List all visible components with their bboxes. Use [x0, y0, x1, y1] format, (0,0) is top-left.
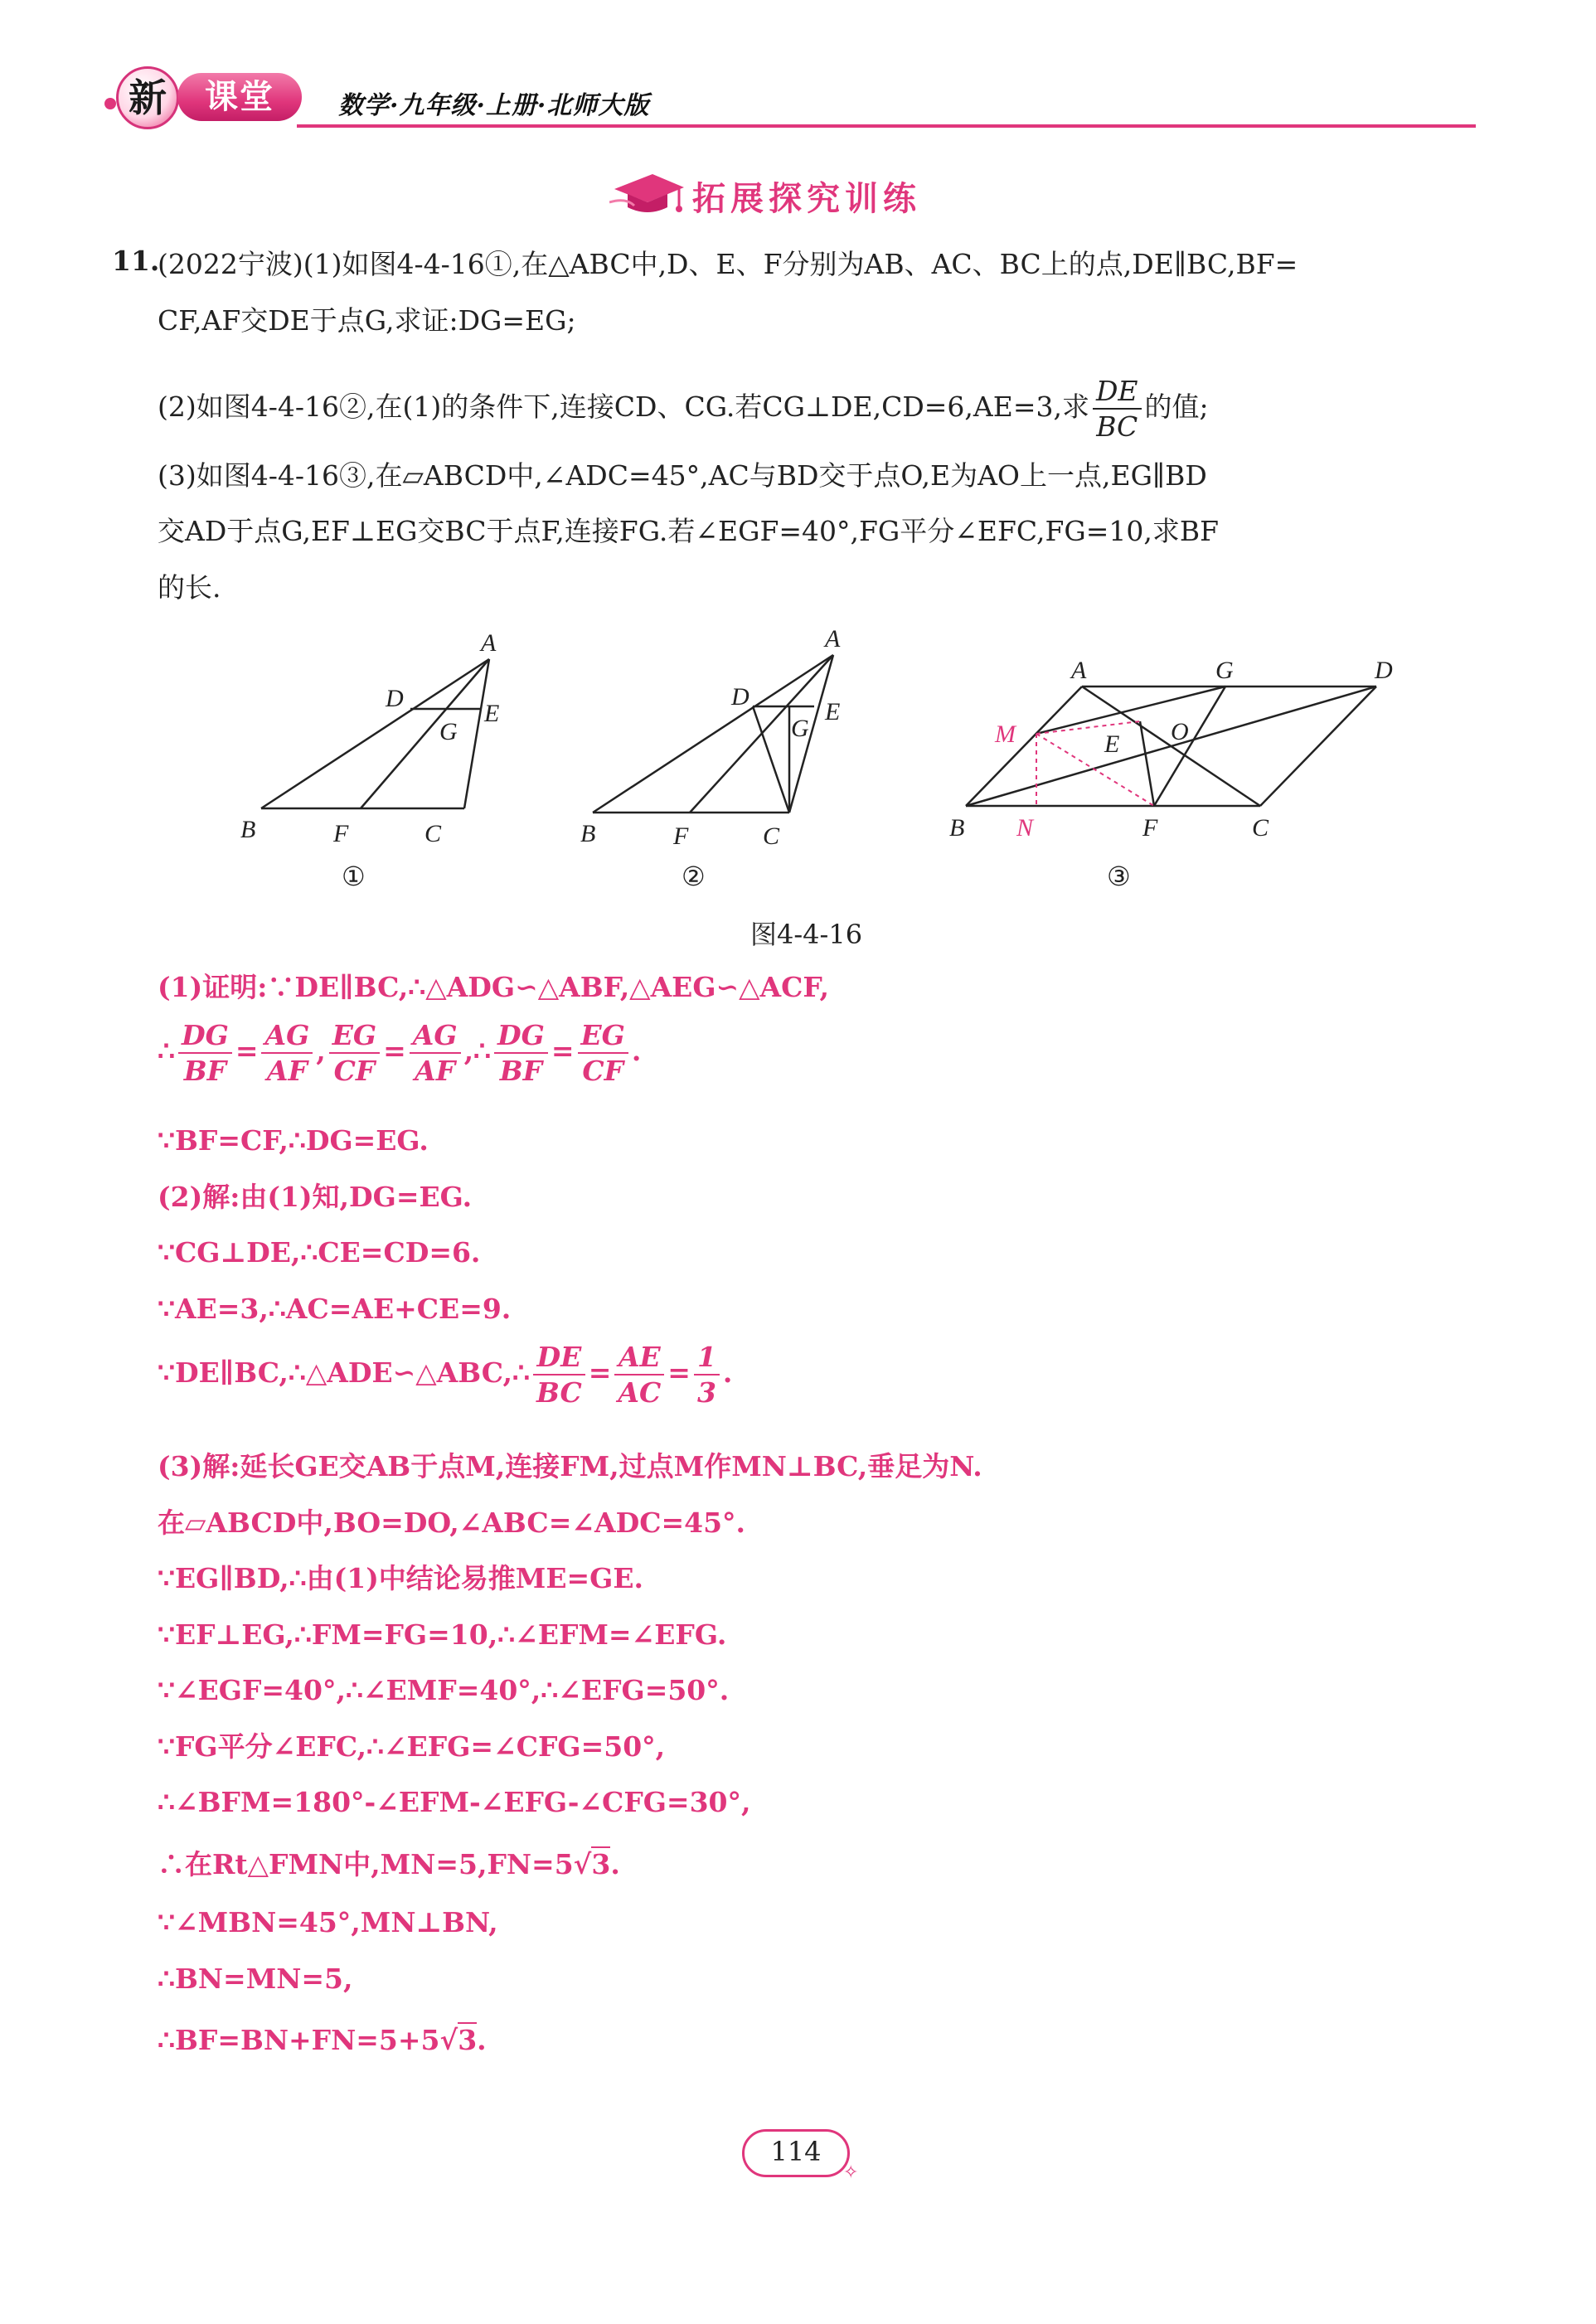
- frac-eg-cf: [329, 1019, 380, 1087]
- solution-line-16: ∵∠MBN=45°,MN⊥BN,: [158, 1906, 498, 1938]
- section-title: [609, 166, 999, 226]
- fig3-line-bd: [966, 687, 1376, 806]
- fig2-label-g: G: [791, 715, 809, 742]
- frac-num: DE: [1093, 377, 1142, 410]
- book-subtitle: 数学·九年级·上册·北师大版: [338, 91, 650, 120]
- solution-line-10: ∵EG∥BD,∴由(1)中结论易推ME=GE.: [158, 1562, 643, 1594]
- star-icon: ✧: [843, 2162, 859, 2183]
- fraction-de-bc: [1093, 375, 1142, 443]
- solution-line-7: [158, 1341, 733, 1409]
- solution-line-9: 在▱ABCD中,BO=DO,∠ABC=∠ADC=45°.: [158, 1506, 746, 1539]
- solution-line-1: (1)证明:∵DE∥BC,∴△ADG∽△ABF,△AEG∽△ACF,: [158, 971, 829, 1003]
- frac-den: 3: [696, 1376, 716, 1409]
- figure-3-diagram: [945, 622, 1409, 895]
- solution-line-2: [158, 1019, 642, 1087]
- fig1-label-c: C: [424, 820, 442, 847]
- figure-1-diagram: [232, 622, 514, 895]
- period-sign: .: [722, 1356, 733, 1389]
- figure-1: [232, 622, 514, 899]
- fig2-label-f: F: [673, 822, 689, 850]
- solution-line-13: ∵FG平分∠EFC,∴∠EFG=∠CFG=50°,: [158, 1730, 666, 1763]
- page-number-badge: [742, 2129, 859, 2183]
- header-divider: [297, 124, 1476, 128]
- solution-line-4: (2)解:由(1)知,DG=EG.: [158, 1181, 473, 1213]
- fig1-label-e: E: [484, 700, 500, 727]
- fig1-number: ①: [342, 861, 366, 892]
- solution-line-5: ∵CG⊥DE,∴CE=CD=6.: [158, 1236, 481, 1269]
- fig3-label-e: E: [1104, 730, 1120, 758]
- solution-line-18: [158, 2021, 487, 2060]
- frac-ae-ac: [614, 1341, 664, 1409]
- fig3-label-d: D: [1375, 657, 1393, 684]
- radicand: 3: [591, 1848, 611, 1880]
- frac-num: EG: [329, 1021, 380, 1054]
- frac-num: AE: [614, 1343, 664, 1375]
- frac-num: 1: [694, 1343, 720, 1375]
- solution-line-8: (3)解:延长GE交AB于点M,连接FM,过点M作MN⊥BC,垂足为N.: [158, 1450, 982, 1482]
- period-sign: .: [631, 1035, 642, 1067]
- fig3-label-f: F: [1142, 814, 1158, 842]
- frac-num: AG: [261, 1021, 313, 1054]
- fig2-label-e: E: [825, 698, 841, 725]
- figure-2-diagram: [572, 622, 854, 895]
- period-sign: .: [610, 1848, 620, 1880]
- solution-line-7-pre: ∵DE∥BC,∴△ADE∽△ABC,∴: [158, 1356, 530, 1389]
- frac-de-bc: [533, 1341, 585, 1409]
- solution-line-11: ∵EF⊥EG,∴FM=FG=10,∴∠EFM=∠EFG.: [158, 1618, 727, 1651]
- fig3-line-fm: [1036, 734, 1154, 806]
- logo-ketang-banner: 课堂: [177, 73, 302, 121]
- fig1-label-d: D: [386, 685, 404, 712]
- fig2-label-c: C: [763, 822, 780, 850]
- equals-sign: =: [551, 1035, 575, 1067]
- fig3-line-fg: [1154, 687, 1225, 806]
- frac-num: DE: [533, 1343, 585, 1375]
- fig1-label-b: B: [240, 816, 256, 843]
- fig1-label-a: A: [481, 629, 497, 657]
- fig3-label-n: N: [1016, 814, 1034, 842]
- comma-sign: ,: [316, 1035, 326, 1067]
- figure-2: [572, 622, 854, 899]
- equals-sign: =: [235, 1035, 259, 1067]
- problem-line-1: (2022宁波)(1)如图4-4-16①,在△ABC中,D、E、F分别为AB、AC、BC上的点,DE∥BC,BF=: [158, 248, 1298, 280]
- frac-dg-bf-2: [494, 1019, 548, 1087]
- therefore-symbol: ∴: [158, 1035, 175, 1067]
- problem-line-3-pre: (2)如图4-4-16②,在(1)的条件下,连接CD、CG.若CG⊥DE,CD=6,AE=3,求: [158, 391, 1089, 423]
- solution-line-17: ∴BN=MN=5,: [158, 1963, 353, 1995]
- fig1-label-f: F: [333, 820, 349, 847]
- fig3-label-a: A: [1071, 657, 1087, 684]
- problem-line-2: CF,AF交DE于点G,求证:DG=EG;: [158, 304, 576, 337]
- fig3-label-g: G: [1215, 657, 1234, 684]
- frac-num: EG: [578, 1021, 628, 1054]
- problem-line-5: 交AD于点G,EF⊥EG交BC于点F,连接FG.若∠EGF=40°,FG平分∠EFC,FG=10,求BF: [158, 515, 1219, 547]
- page-header: [98, 65, 1476, 133]
- frac-1-3: [694, 1341, 720, 1409]
- graduation-cap-icon: [609, 169, 686, 222]
- problem-line-6: 的长.: [158, 571, 221, 604]
- logo-dot: [104, 98, 116, 109]
- frac-den: AC: [618, 1376, 662, 1409]
- figure-3: [945, 622, 1409, 899]
- fig3-label-b: B: [949, 814, 965, 842]
- fig1-line-af: [361, 659, 489, 808]
- radicand: 3: [458, 2024, 478, 2056]
- frac-ag-af: [261, 1019, 313, 1087]
- fig3-label-m: M: [995, 720, 1016, 748]
- brand-logo: [98, 65, 305, 131]
- fig3-number: ③: [1107, 861, 1131, 892]
- solution-line-18-pre: ∴BF=BN+FN=5+5: [158, 2024, 440, 2056]
- sqrt-icon: √: [573, 1848, 592, 1880]
- frac-den: BC: [536, 1376, 582, 1409]
- frac-eg-cf-2: [578, 1019, 628, 1087]
- frac-den: AF: [415, 1055, 456, 1087]
- solution-line-6: ∵AE=3,∴AC=AE+CE=9.: [158, 1293, 512, 1325]
- equals-sign: =: [667, 1356, 691, 1389]
- comma-therefore: ,∴: [463, 1035, 492, 1067]
- frac-den: CF: [333, 1055, 376, 1087]
- fig2-number: ②: [682, 861, 706, 892]
- frac-den: BC: [1096, 410, 1138, 443]
- solution-line-14: ∴∠BFM=180°-∠EFM-∠EFG-∠CFG=30°,: [158, 1786, 751, 1818]
- sqrt-icon: √: [439, 2024, 458, 2056]
- fig3-label-c: C: [1252, 814, 1269, 842]
- problem-line-3: [158, 375, 1209, 443]
- frac-num: AG: [410, 1021, 461, 1054]
- fig3-label-o: O: [1171, 718, 1189, 745]
- fig3-line-mg: [1036, 687, 1225, 734]
- problem-number: 11.: [112, 245, 160, 277]
- solution-line-15-pre: ∴在Rt△FMN中,MN=5,FN=5: [158, 1848, 574, 1880]
- solution-line-3: ∵BF=CF,∴DG=EG.: [158, 1124, 429, 1157]
- fig2-label-a: A: [825, 625, 841, 653]
- fig2-label-d: D: [731, 683, 749, 711]
- equals-sign: =: [588, 1356, 612, 1389]
- frac-num: DG: [178, 1021, 232, 1054]
- fig3-line-me: [1036, 721, 1140, 734]
- solution-line-12: ∵∠EGF=40°,∴∠EMF=40°,∴∠EFG=50°.: [158, 1674, 730, 1706]
- frac-dg-bf: [178, 1019, 232, 1087]
- problem-line-4: (3)如图4-4-16③,在▱ABCD中,∠ADC=45°,AC与BD交于点O,E为AO上一点,EG∥BD: [158, 459, 1207, 492]
- frac-den: BF: [183, 1055, 227, 1087]
- period-sign: .: [477, 2024, 487, 2056]
- frac-num: DG: [494, 1021, 548, 1054]
- frac-den: BF: [499, 1055, 543, 1087]
- solution-line-15: [158, 1845, 620, 1885]
- figure-caption: 图4-4-16: [750, 919, 863, 950]
- equals-sign: =: [383, 1035, 406, 1067]
- frac-den: CF: [582, 1055, 624, 1087]
- section-title-text: 拓展探究训练: [692, 179, 921, 218]
- frac-den: AF: [266, 1055, 308, 1087]
- logo-xin-badge: 新: [116, 66, 179, 129]
- fig2-label-b: B: [580, 820, 596, 847]
- frac-ag-af-2: [410, 1019, 461, 1087]
- problem-line-3-post: 的值;: [1144, 391, 1209, 423]
- page-number: 114: [770, 2136, 822, 2167]
- fig1-label-g: G: [439, 718, 458, 745]
- fig1-line-ac: [464, 659, 489, 808]
